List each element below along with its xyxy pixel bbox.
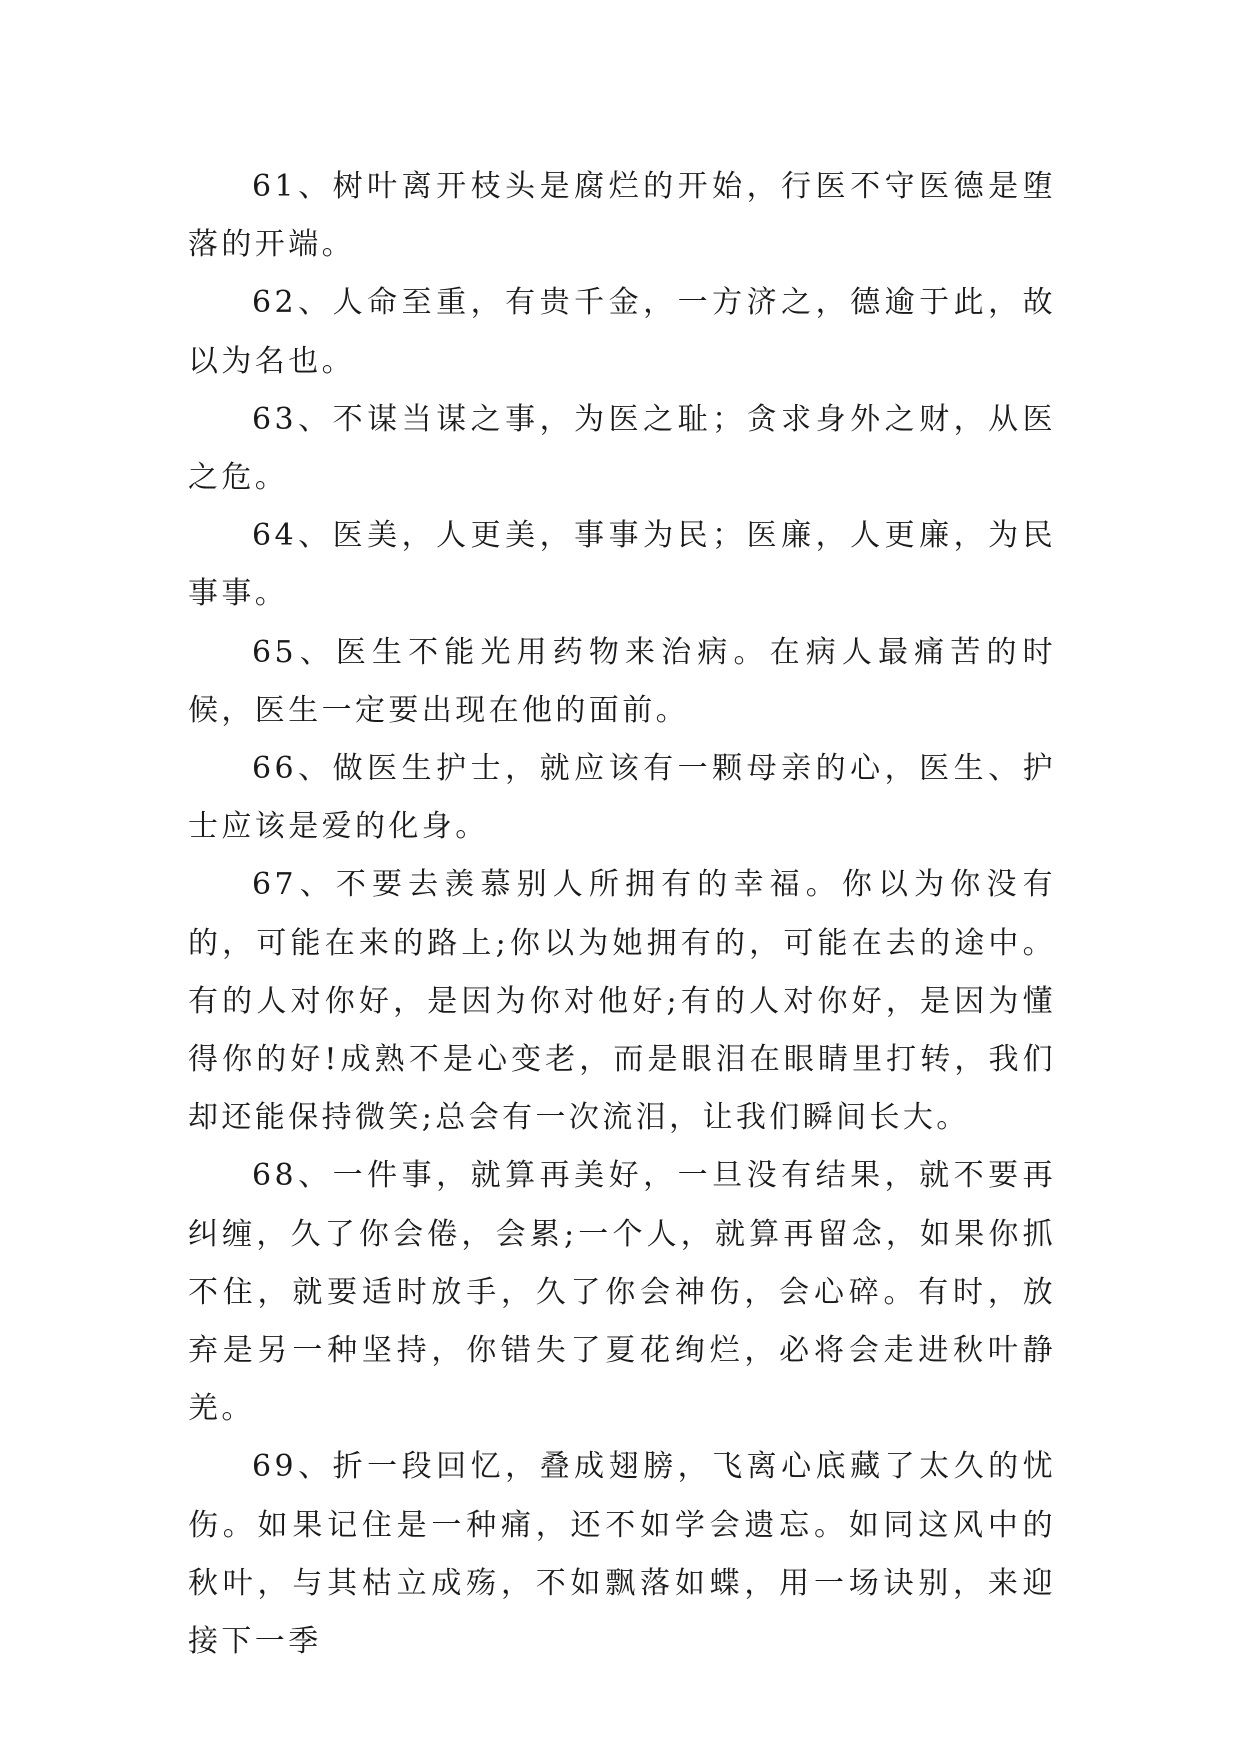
paragraph-62: 62、人命至重，有贵千金，一方济之，德逾于此，故以为名也。 (188, 285, 1056, 379)
paragraph-61: 61、树叶离开枝头是腐烂的开始，行医不守医德是堕落的开端。 (188, 169, 1056, 263)
paragraph-66: 66、做医生护士，就应该有一颗母亲的心，医生、护士应该是爱的化身。 (188, 751, 1056, 845)
paragraph-69: 69、折一段回忆，叠成翅膀，飞离心底藏了太久的忧伤。如果记住是一种痛，还不如学会遗忘。如同这风中的秋叶，与其枯立成殇，不如飘落如蝶，用一场诀别，来迎接下一季 (188, 1449, 1056, 1660)
paragraph-65: 65、医生不能光用药物来治病。在病人最痛苦的时候，医生一定要出现在他的面前。 (188, 634, 1056, 728)
paragraph-67: 67、不要去羡慕别人所拥有的幸福。你以为你没有的，可能在来的路上;你以为她拥有的，可能在去的途中。有的人对你好，是因为你对他好;有的人对你好，是因为懂得你的好!成熟不是心变老，而是眼泪在眼睛里打转，我们却还能保持微笑;总会有一次流泪，让我们瞬间长大。 (188, 867, 1056, 1136)
document-body (188, 158, 1056, 1671)
paragraph-64: 64、医美，人更美，事事为民；医廉，人更廉，为民事事。 (188, 518, 1056, 612)
paragraph-63: 63、不谋当谋之事，为医之耻；贪求身外之财，从医之危。 (188, 401, 1056, 496)
paragraph-68: 68、一件事，就算再美好，一旦没有结果，就不要再纠缠，久了你会倦，会累;一个人，就算再留念，如果你抓不住，就要适时放手，久了你会神伤，会心碎。有时，放弃是另一种坚持，你错失了夏花绚烂，必将会走进秋叶静羌。 (188, 1158, 1056, 1427)
